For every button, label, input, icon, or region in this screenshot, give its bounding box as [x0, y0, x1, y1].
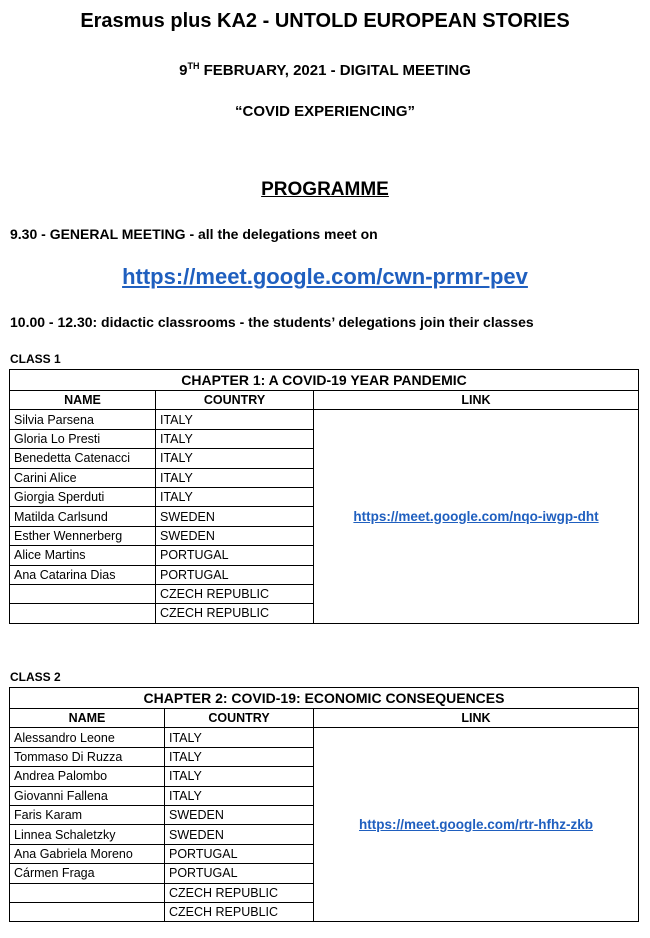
table-row [10, 728, 639, 747]
student-country: PORTUGAL [165, 844, 314, 863]
name-column-header: NAME [10, 709, 165, 728]
link-column-header: LINK [314, 709, 639, 728]
meeting-date [0, 61, 650, 79]
student-name: Carini Alice [10, 468, 156, 487]
student-name: Benedetta Catenacci [10, 449, 156, 468]
student-country: PORTUGAL [165, 864, 314, 883]
date-suffix: TH [187, 61, 200, 71]
class-1-label: CLASS 1 [10, 352, 61, 366]
student-name: Linnea Schaletzky [10, 825, 165, 844]
student-country: CZECH REPUBLIC [165, 902, 314, 921]
student-country: ITALY [156, 429, 314, 448]
student-country: ITALY [165, 728, 314, 747]
student-country: SWEDEN [156, 526, 314, 545]
student-name [10, 584, 156, 603]
programme-heading: PROGRAMME [261, 179, 389, 200]
date-day: 9 [179, 62, 188, 79]
student-name [10, 604, 156, 623]
student-country: ITALY [156, 449, 314, 468]
student-name: Esther Wennerberg [10, 526, 156, 545]
student-country: ITALY [156, 410, 314, 429]
student-name: Ana Gabriela Moreno [10, 844, 165, 863]
link-column-header: LINK [314, 391, 639, 410]
student-country: ITALY [165, 786, 314, 805]
student-name [10, 883, 165, 902]
general-meeting-text: 9.30 - GENERAL MEETING - all the delegations meet on [10, 226, 378, 242]
student-country: CZECH REPUBLIC [165, 883, 314, 902]
student-country: PORTUGAL [156, 565, 314, 584]
class-1-table [9, 369, 639, 624]
student-country: SWEDEN [156, 507, 314, 526]
student-name: Alice Martins [10, 546, 156, 565]
name-column-header: NAME [10, 391, 156, 410]
class-2-table [9, 687, 639, 922]
country-column-header: COUNTRY [156, 391, 314, 410]
student-country: ITALY [156, 468, 314, 487]
student-name: Ana Catarina Dias [10, 565, 156, 584]
student-name: Silvia Parsena [10, 410, 156, 429]
country-column-header: COUNTRY [165, 709, 314, 728]
class-meeting-link[interactable]: https://meet.google.com/nqo-iwgp-dht [314, 410, 639, 623]
student-name: Gloria Lo Presti [10, 429, 156, 448]
class-2-rows [10, 728, 639, 922]
student-name: Faris Karam [10, 805, 165, 824]
student-country: PORTUGAL [156, 546, 314, 565]
student-country: SWEDEN [165, 805, 314, 824]
chapter-1-title: CHAPTER 1: A COVID-19 YEAR PANDEMIC [10, 370, 639, 391]
student-name [10, 902, 165, 921]
class-1-rows [10, 410, 639, 623]
student-country: ITALY [165, 767, 314, 786]
student-country: CZECH REPUBLIC [156, 604, 314, 623]
student-country: CZECH REPUBLIC [156, 584, 314, 603]
classrooms-text: 10.00 - 12.30: didactic classrooms - the students’ delegations join their classes [10, 314, 534, 330]
document-title: Erasmus plus KA2 - UNTOLD EUROPEAN STORIES [80, 10, 570, 32]
student-name: Andrea Palombo [10, 767, 165, 786]
student-name: Tommaso Di Ruzza [10, 747, 165, 766]
student-country: SWEDEN [165, 825, 314, 844]
student-name: Alessandro Leone [10, 728, 165, 747]
student-country: ITALY [156, 487, 314, 506]
table-row [10, 410, 639, 429]
class-2-label: CLASS 2 [10, 670, 61, 684]
student-name: Giovanni Fallena [10, 786, 165, 805]
student-name: Matilda Carlsund [10, 507, 156, 526]
general-meeting-link[interactable]: https://meet.google.com/cwn-prmr-pev [122, 264, 528, 289]
student-name: Cármen Fraga [10, 864, 165, 883]
student-name: Giorgia Sperduti [10, 487, 156, 506]
date-rest: FEBRUARY, 2021 - DIGITAL MEETING [199, 62, 471, 79]
student-country: ITALY [165, 747, 314, 766]
chapter-2-title: CHAPTER 2: COVID-19: ECONOMIC CONSEQUENCES [10, 688, 639, 709]
class-meeting-link[interactable]: https://meet.google.com/rtr-hfhz-zkb [314, 728, 639, 922]
meeting-theme: “COVID EXPERIENCING” [234, 103, 416, 120]
